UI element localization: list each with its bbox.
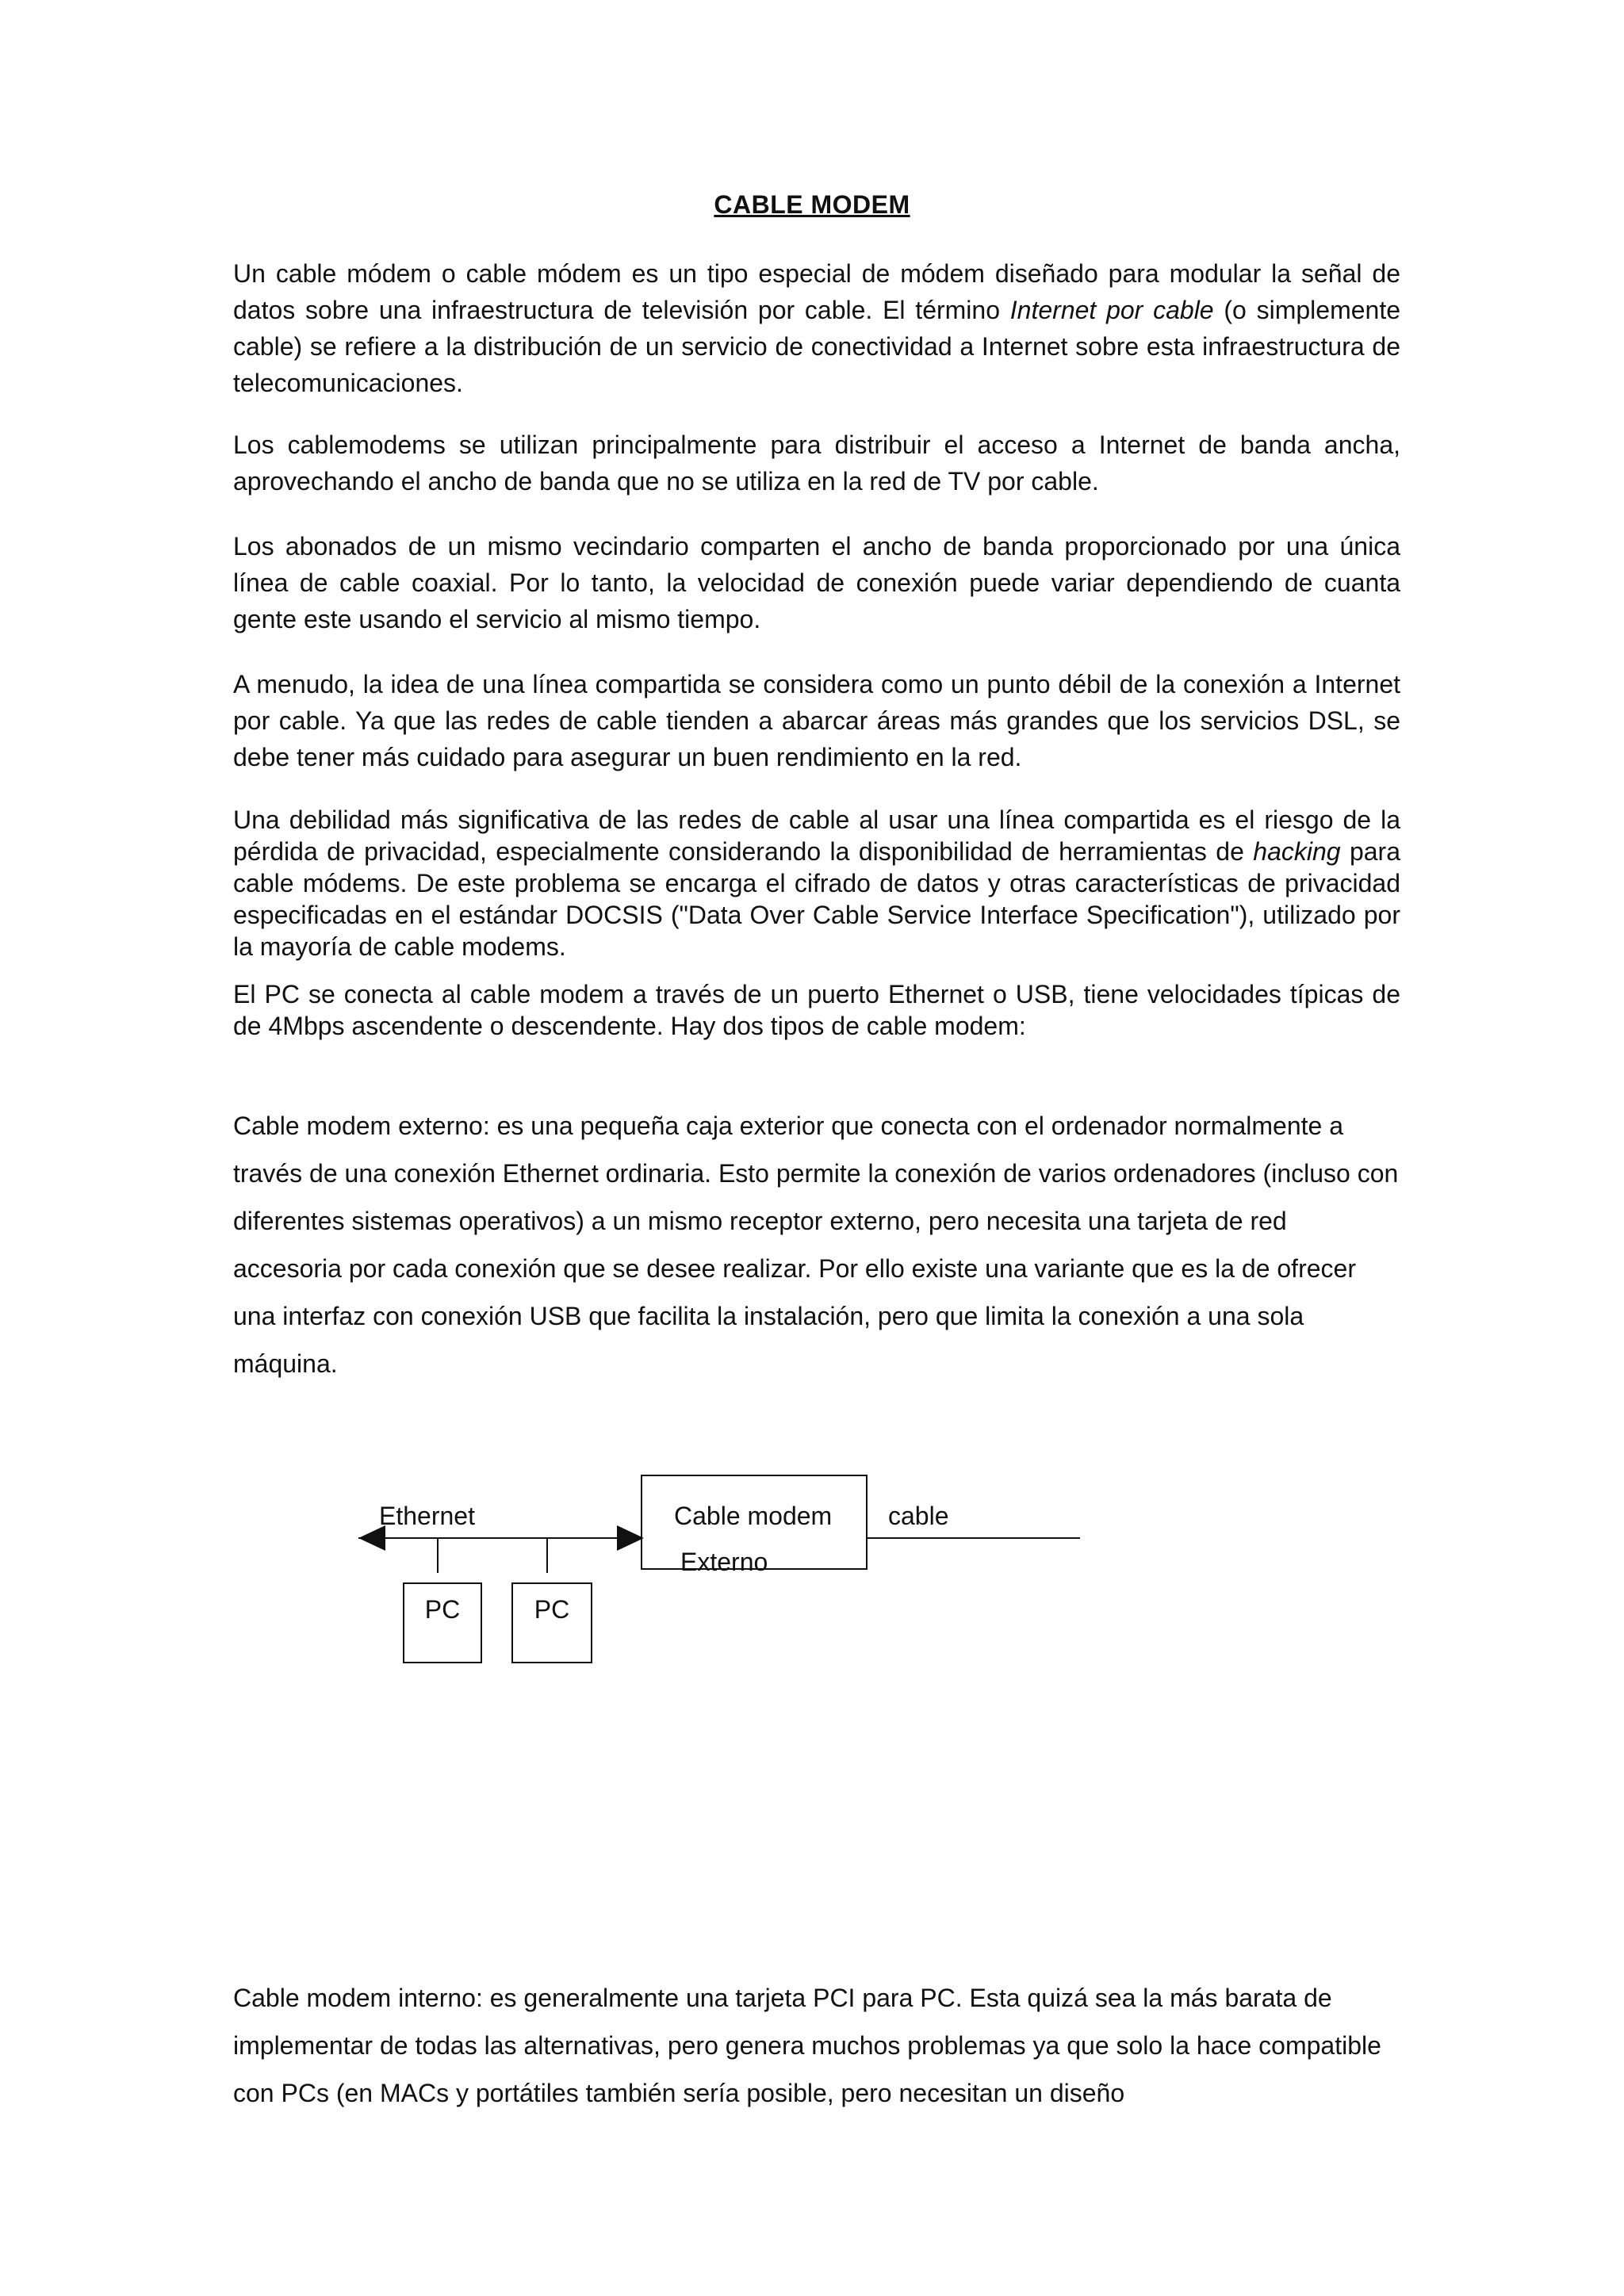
document-title: CABLE MODEM	[714, 190, 910, 219]
paragraph-intro	[233, 255, 1400, 401]
cable-modem-label: Cable modem	[674, 1502, 833, 1530]
paragraph-privacy-text-a: Una debilidad más significativa de las redes de cable al usar una línea compartida es el riesgo de la pérdida de privacidad, especialmente considerando la disponibilidad de herramientas de	[233, 806, 1400, 866]
pc-box-1	[403, 1582, 482, 1663]
paragraph-privacy-italic-term: hacking	[1253, 837, 1341, 866]
paragraph-external-modem: Cable modem externo: es una pequeña caja exterior que conecta con el ordenador normalmente a través de una conexión Ethernet ordinaria. Esto permite la conexión de varios ordenadores (incluso con diferentes sistemas operativos) a un mismo receptor externo, pero necesita una tarjeta de red accesoria por cada conexión que se desee realizar. Por ello existe una variante que es la de ofrecer una interfaz con conexión USB que facilita la instalación, pero que limita la conexión a una sola máquina.	[233, 1112, 1399, 1378]
paragraph-shared-bandwidth: Los abonados de un mismo vecindario comparten el ancho de banda proporcionado por una única línea de cable coaxial. Por lo tanto, la velocidad de conexión puede variar dependiendo de cuanta gente este usando el servicio al mismo tiempo.	[233, 532, 1400, 633]
cable-modem-sublabel: Externo	[680, 1548, 768, 1576]
pc-label-1: PC	[424, 1595, 461, 1624]
pc-box-2	[511, 1582, 592, 1663]
paragraph-privacy-text-c: para cable módems. De este problema se encarga el cifrado de datos y otras características de privacidad especificadas en el estándar DOCSIS ("Data Over Cable Service Interface Specification"), utilizado por la mayoría de cable modems.	[233, 837, 1401, 961]
network-diagram	[349, 1475, 1110, 1681]
paragraph-privacy	[233, 804, 1400, 962]
paragraph-usage: Los cablemodems se utilizan principalmente para distribuir el acceso a Internet de banda ancha, aprovechando el ancho de banda que no se utiliza en la red de TV por cable.	[233, 430, 1400, 496]
pc-label-2: PC	[534, 1595, 570, 1624]
paragraph-internal-modem: Cable modem interno: es generalmente una tarjeta PCI para PC. Esta quizá sea la más barata de implementar de todas las alternativas, pero genera muchos problemas ya que solo la hace compatible con PCs (en MACs y portátiles también sería posible, pero necesitan un diseño	[233, 1984, 1381, 2107]
cable-label: cable	[888, 1502, 949, 1530]
ethernet-arrow-right	[617, 1525, 644, 1551]
paragraph-intro-text-a: Un cable módem o cable módem es un tipo especial de módem diseñado para modular la señal de datos sobre una infraestructura de televisión por cable. El término	[233, 259, 1400, 324]
paragraph-connection-types: El PC se conecta al cable modem a través de un puerto Ethernet o USB, tiene velocidades típicas de de 4Mbps ascendente o descendente. Hay dos tipos de cable modem:	[233, 980, 1400, 1040]
ethernet-label: Ethernet	[379, 1502, 475, 1530]
paragraph-weak-point: A menudo, la idea de una línea compartida se considera como un punto débil de la conexión a Internet por cable. Ya que las redes de cable tienden a abarcar áreas más grandes que los servicios DSL, se debe tener más cuidado para asegurar un buen rendimiento en la red.	[233, 670, 1400, 771]
paragraph-intro-italic-term: Internet por cable	[1009, 296, 1214, 324]
paragraph-intro-text-c: (o simplemente cable) se refiere a la distribución de un servicio de conectividad a Internet sobre esta infraestructura de telecomunicaciones.	[233, 296, 1400, 397]
